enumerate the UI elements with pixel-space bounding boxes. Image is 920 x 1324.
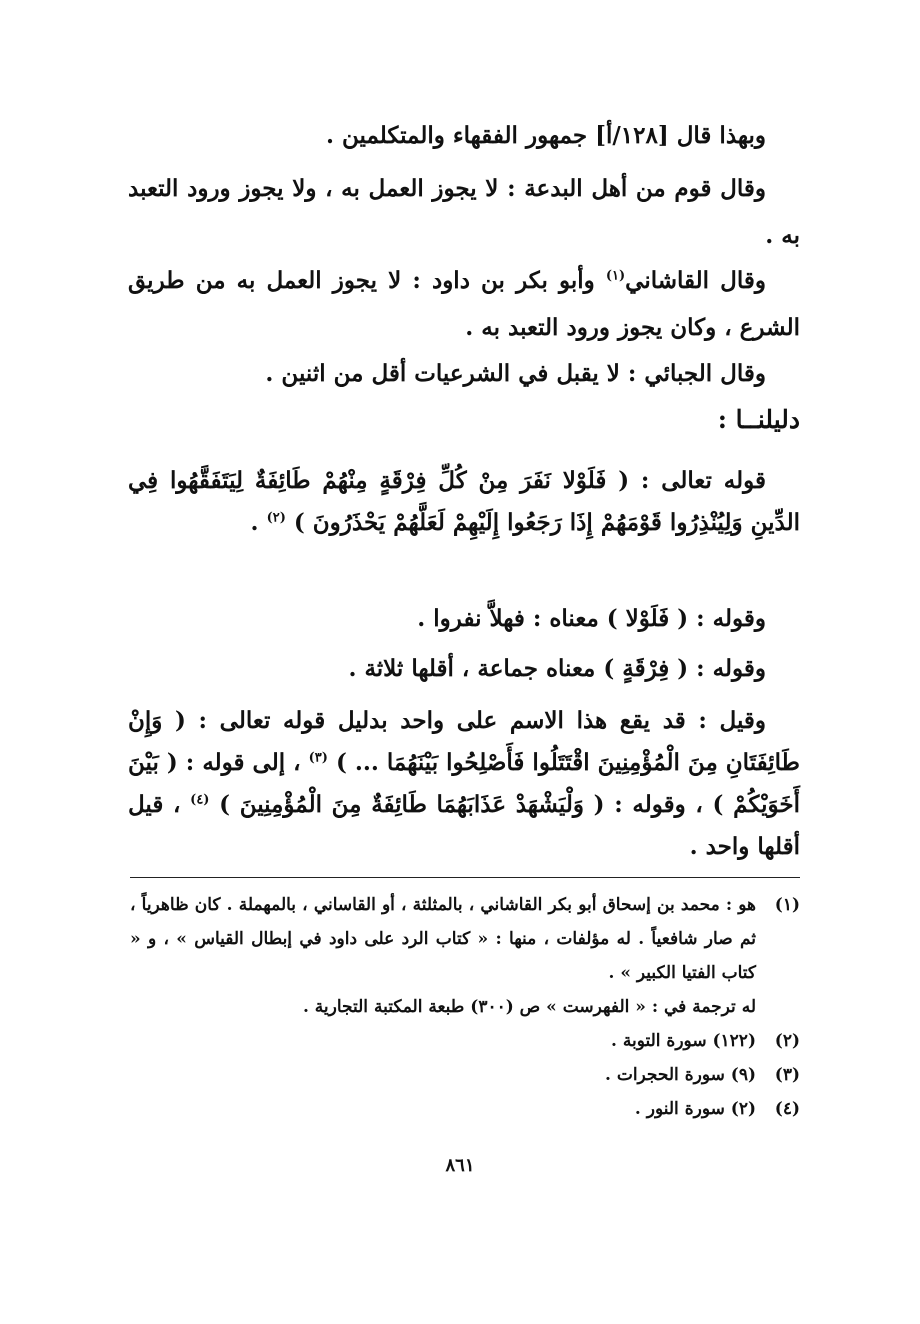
verse-end: . [250,509,267,536]
verse-text: قوله تعالى : ( فَلَوْلا نَفَرَ مِنْ كُلِّ فِرْقَةٍ مِنْهُمْ طَائِفَةٌ لِيَتَفَقَّهُوا فِي الدِّينِ وَلِيُنْذِرُوا قَوْمَهُمْ إِذَا رَجَعُوا إِلَيْهِمْ لَعَلَّهُمْ يَحْذَرُونَ ) [128,467,800,536]
paragraph-4: وقال الجبائي : لا يقبل في الشرعيات أقل من اثنين . [265,360,766,387]
explanation-2: وقوله : ( فِرْقَةٍ ) معناه جماعة ، أقلها ثلاثة . [348,655,766,682]
footnotes [130,888,800,1126]
footnote-3 [130,1058,800,1092]
footnote-1-reference: له ترجمة في : « الفهرست » ص (٣٠٠) طبعة المكتبة التجارية . [302,997,756,1017]
page-number: ٨٦١ [445,1155,475,1176]
paragraph-1: وبهذا قال [١٢٨/أ] جمهور الفقهاء والمتكلمين . [326,122,766,149]
footnote-number: (٤) [774,1099,800,1119]
footnote-text: هو : محمد بن إسحاق أبو بكر القاشاني ، بالمثلثة ، أو القاساني ، بالمهملة . كان ظاهرياً ، ثم صار شافعياً . له مؤلفات ، منها : « كتاب الرد على داود في إبطال القياس » ، و « كتاب الفتيا الكبير » . [130,895,756,983]
section-heading: دليلنــا : [717,405,800,434]
last-paragraph [128,700,800,868]
footnote-ref-3: (٣) [308,750,328,766]
footnote-text: (٢) سورة النور . [634,1099,756,1119]
paragraph-3-start: وقال القاشاني [625,267,766,294]
paragraph-3 [128,257,800,351]
footnote-number: (٣) [774,1065,800,1085]
footnote-ref-4: (٤) [190,792,210,808]
footnote-number: (٢) [774,1031,800,1051]
footnote-text: (٩) سورة الحجرات . [604,1065,756,1085]
footnote-divider [130,877,800,878]
paragraph-3-rest: وأبو بكر بن داود : لا يجوز العمل به من طريق الشرع ، وكان يجوز ورود التعبد به . [128,267,800,341]
last-paragraph-part-3: ، قيل أقلها واحد . [128,791,800,860]
footnote-4 [130,1092,800,1126]
footnote-ref-1: (١) [605,268,626,284]
footnote-text: (١٢٢) سورة التوبة . [611,1031,756,1051]
footnote-number: (١) [774,895,800,915]
last-paragraph-part-1: وقيل : قد يقع هذا الاسم على واحد بدليل قوله تعالى : ( وَإِنْ طَائِفَتَانِ مِنَ الْمُؤْمِنِينَ اقْتَتَلُوا فَأَصْلِحُوا بَيْنَهُمَا ... ) [128,707,800,776]
footnote-1 [130,888,800,990]
paragraph-2: وقال قوم من أهل البدعة : لا يجوز العمل به ، ولا يجوز ورود التعبد به . [128,175,800,249]
footnote-ref-2: (٢) [266,510,286,526]
explanation-1: وقوله : ( فَلَوْلا ) معناه : فهلاَّ نفروا . [417,605,766,632]
verse-paragraph [128,460,800,544]
footnote-2 [130,1024,800,1058]
last-paragraph-part-2: ، إلى قوله : ( بَيْنَ أَخَوَيْكُمْ ) ، وقوله : ( وَلْيَشْهَدْ عَذَابَهُمَا طَائِفَةٌ مِنَ الْمُؤْمِنِينَ ) [128,749,800,818]
